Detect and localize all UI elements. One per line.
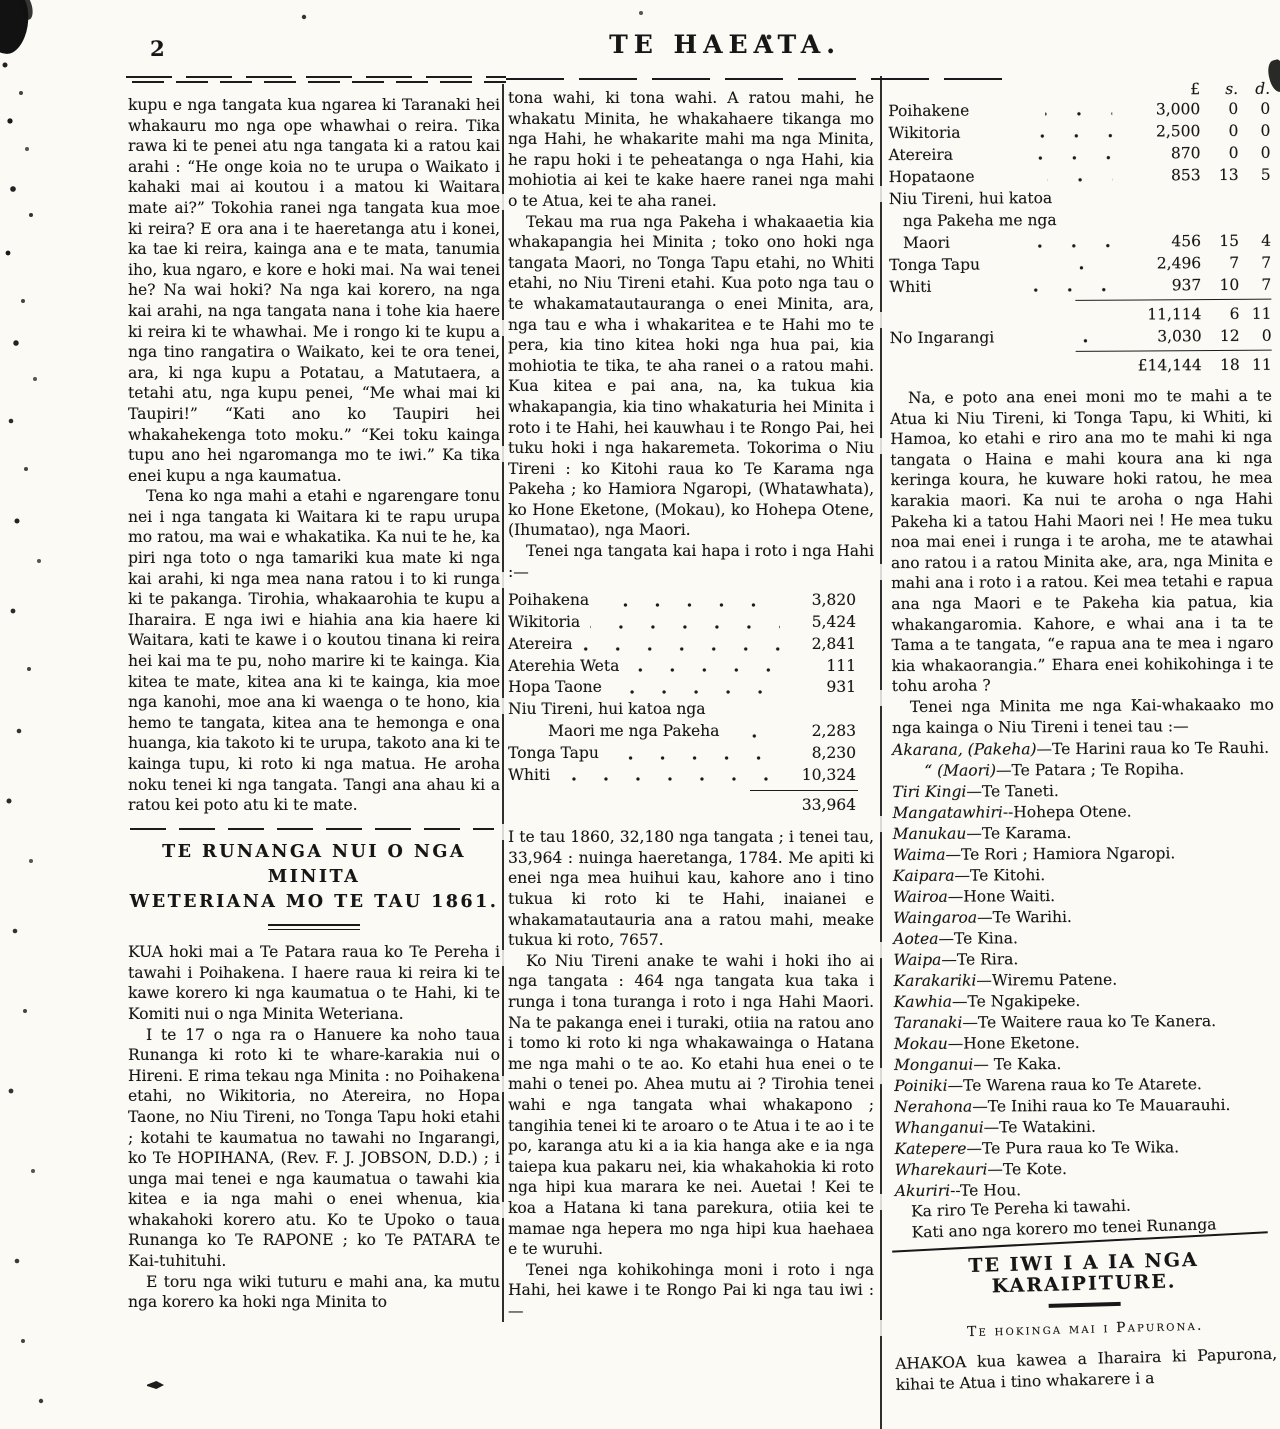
leader-dots [729, 733, 780, 739]
members-table [508, 590, 874, 817]
leader-dots [590, 624, 780, 630]
table-row [508, 656, 874, 678]
row-value: 111 [826, 656, 856, 675]
money-table-header [888, 80, 1270, 100]
subtotal-rule [1075, 299, 1271, 301]
minister-names: —Te Waitere raua ko Te Kanera. [962, 1012, 1217, 1032]
paragraph: tona wahi, ki tona wahi. A ratou mahi, he whakatu Minita, he whakahaere tikanga mo nga Hahi, he whakarite mahi ma nga Minita, he rapu hoki i te peheatanga o nga Hahi, kia mohiotia ai kei te kake haere ranei nga mahi o te Atua, kei te aha ranei. [508, 89, 874, 210]
paragraph: Tekau ma rua nga Pakeha i whakaaetia kia whakapangia hei Minita ; toko ono hoki nga tangata Maori, no Tonga Tapu etahi, no Whiti etahi, no Niu Tireni etahi. Kua poto nga tau o te whakamatautauranga o enei Minita, ara, nga tau e wha i whakaritea e te Hahi mo te pera, kia tino kitea hoki nga hua pai, kia mohiotia te tika, te aha ranei o a ratou mahi. Kua kitea e pai ana, na, ka tukua kia whakapangia, kia tino whakaturia hei Minita i roto i te Hahi, hei kauwhau i te Rongo Pai, hei tuku hoki i nga hakaremeta. Tokorima o Niu Tireni : ko Kitohi raua ko Te Karama nga Pakeha ; ko Hamiora Ngaropi, (Whatawhata), ko Hone Eketone, (Mokau), ko Hohepa Otene, (Ihumatao), nga Maori. [508, 212, 874, 540]
table-row: Tonga Tapu 2,496 7 7 [889, 253, 1272, 274]
list-item [893, 906, 1275, 929]
paragraph: Tenei nga Minita me nga Kai-whakaako mo nga kainga o Niu Tireni i tenei tau :— [891, 695, 1274, 737]
row-label: Maori me nga Pakeha [548, 722, 720, 741]
table-row [508, 634, 874, 656]
paragraph: KUA hoki mai a Te Patara raua ko Te Pereha i tawahi i Poihakena. I haere raua ki reira ki te kawe korero ki nga kaumatua o te Hahi, ki te Komiti nui o nga Minita Weteriana. [128, 943, 500, 1023]
row-value: 2,283 [811, 722, 856, 741]
minister-names: —Te Pura raua ko Te Wika. [966, 1138, 1180, 1158]
table-row [889, 186, 1271, 210]
paragraph: I te 17 o nga ra o Hanuere ka noho taua Runanga ki roto ki te whare-karakia nui o Hireni. E rima tekau nga Minita : no Poihakena etahi, no Wikitoria, no Atereira, no Hopa Taone, no Niu Tireni, no Tonga Tapu hoki etahi ; kotahi te kaumatua no tawahi no Ingarangi, ko Te HOPIHANA, (Rev. F. J. JOBSON, D.D.) ; i unga mai tenei e nga kaumatua o tawahi kia kitea e ia nga mahi o enei whenua, kia whakahoki korero atu. Ko te Upoko o taua Runanga ko Te RAPONE ; ko Te PATARA te Kai-tuhituhi. [128, 1025, 500, 1271]
leader-dots [612, 689, 780, 695]
row-value: 10,324 [801, 765, 856, 784]
row-label: Poihakene [888, 101, 970, 120]
row-label: Niu Tireni, hui katoa [888, 188, 1053, 208]
header-rule-left [126, 76, 506, 84]
row-label: Atereira [888, 145, 954, 164]
place-name: Whanganui [894, 1118, 984, 1138]
place-name: “ (Maori) [924, 761, 997, 780]
minister-names: —Te Watakini. [983, 1117, 1096, 1137]
place-name: Mokau [893, 1034, 948, 1054]
minister-names: —Te Karama. [966, 823, 1072, 843]
place-name: Nerahona [894, 1097, 973, 1117]
minister-names: —Te Rori ; Hamiora Ngaropi. [945, 844, 1176, 864]
minister-names: --Hohepa Otene. [1002, 802, 1132, 822]
heading-rule [1049, 1302, 1121, 1307]
minister-names: —Te Taneti. [966, 782, 1059, 801]
list-item [892, 738, 1274, 761]
list-item [893, 864, 1275, 887]
article-heading [128, 840, 500, 915]
row-value: 5,424 [811, 613, 856, 632]
table-row [508, 765, 874, 787]
place-name: Mangatawhiri [892, 803, 1003, 823]
column-divider-2 [880, 76, 882, 1429]
table-row: Poihakene 3,000 0 0 [888, 99, 1271, 120]
table-total-row [508, 793, 874, 817]
subtotal-row: 11,114 6 11 [1147, 304, 1272, 324]
minister-names: —Te Rira. [941, 950, 1019, 969]
leader-dots [1037, 155, 1113, 161]
lower-section [891, 1192, 1278, 1396]
minister-names: —Te Kote. [987, 1160, 1068, 1179]
list-item [893, 969, 1275, 992]
row-label: nga Pakeha me nga [902, 210, 1057, 230]
row-label: Hopataone [888, 167, 975, 186]
minister-names: —Te Kitohi. [954, 866, 1046, 885]
list-item [893, 843, 1275, 866]
list-item [892, 759, 1274, 782]
list-item [894, 990, 1276, 1013]
paragraph: Na, e poto ana enei moni mo te mahi a te Atua ki Niu Tireni, ki Tonga Tapu, ki Whiti, ki Hamoa, ko etahi e riro ana mo te mahi ki nga tangata o Haina e mahi koura ana ki nga keringa koura, he kuware hoki ratou, he mea karakia maori. Ka nui te aroha o nga Hahi Pakeha ki a tatou Hahi Maori nei ! He mea tuku noa mai enei i runga i te aroha, me te atawhai ano ratou i a ratou Minita ake, ara, nga Minita e mahi ana i roto i a ratou. Kei mea tetahi e rapua ana nga Maori e te Pakeha kia patua, kia whakangaromia. Kahore, e whai ana i ta te Tama a te tangata, “e rapua ana te mea i ngaro kia whakaorangia.” Ehara enei kohikohinga i te tohu aroha ? [890, 386, 1274, 696]
row-value: 2,841 [811, 634, 856, 653]
column-divider-1 [502, 84, 504, 1322]
place-name: Kawhia [893, 992, 952, 1012]
paragraph: Tena ko nga mahi a etahi e ngarengare tonu nei i nga tangata ki Waitara ki te rapu urupa mo ratou, ma wai e whakatika. Ka nui te he, ka piri nga toto o nga tamariki kua mate ki nga kai arahi, ki nga mea nana ratou i to ki runga ki te pakanga. Tirohia, whakaarohia te kupu a Iharaira. E nga iwi e hiahia ana kia haere ki Waitara, kati te kawe i o koutou tinana ki reira hei kai ma te pu, noho marire ki te kainga. Kia kitea te mate, kitea ana ki te kainga, kia moe nga kanohi, moe ana ki waenga o te hono, kia hemo te tangata, kitea ana te hemonga e ona huanga, kia takoto ki te urupa, takoto ana ki te kainga tupu, ki roto ki nga matua. He aroha noku tenei ki nga tangata. Tangi ana ahau ki a ratou kei poto atu ki te mate. [128, 487, 500, 815]
minister-names: — Te Kaka. [973, 1055, 1062, 1074]
row-label: Maori [902, 233, 950, 252]
article-2-subheading: Te hokinga mai i Papurona. [966, 1317, 1204, 1340]
minister-names: —Te Kina. [938, 929, 1018, 948]
place-name: Wharekauri [894, 1160, 988, 1180]
list-item [893, 885, 1275, 908]
leader-dots [629, 667, 780, 673]
list-item [895, 1158, 1277, 1181]
heading-rule [268, 924, 360, 930]
table-row [508, 612, 874, 634]
minister-names: —Hone Eketone. [947, 1033, 1080, 1053]
place-name: Tiri Kingi [892, 782, 967, 802]
minister-names: —Hone Waiti. [947, 887, 1056, 906]
place-name: Akarana, (Pakeha) [892, 740, 1037, 760]
row-value: 3,820 [811, 591, 856, 610]
table-row [508, 677, 874, 699]
leader-dots [1035, 243, 1113, 249]
row-label: Whiti [508, 765, 551, 784]
leader-dots [583, 646, 780, 652]
paragraph: Tenei nga kohikohinga moni i roto i nga Hahi, hei kawe i te Rongo Pai ki nga tau iwi :— [508, 1260, 874, 1320]
column-3 [888, 78, 1278, 1396]
grand-total-row: £14,144 18 11 [890, 354, 1272, 378]
table-row [508, 590, 874, 612]
closing-line: Ka riro Te Pereha ki tawahi. [910, 1196, 1132, 1221]
total-rule [1076, 350, 1272, 352]
leader-dots [1048, 177, 1113, 183]
list-item [893, 948, 1275, 971]
row-label: Whiti [889, 277, 932, 296]
leader-dots [1051, 265, 1114, 271]
table-row: Atereira 870 0 0 [888, 143, 1271, 164]
row-label: Tonga Tapu [508, 743, 599, 762]
section-divider-rule [130, 828, 494, 830]
leader-dots [560, 776, 780, 782]
shillings-header: s. [1225, 79, 1239, 98]
row-label: Poihakena [508, 591, 590, 610]
minister-names: —Te Warihi. [976, 907, 1072, 927]
list-item [893, 927, 1275, 950]
masthead-title: TE HAEATA. [609, 30, 841, 59]
paragraph: Tenei nga tangata kai hapa i roto i nga Hahi :— [508, 542, 874, 581]
list-item [894, 1095, 1276, 1118]
place-name: Waipa [893, 950, 942, 970]
place-name: Katepere [894, 1139, 967, 1159]
leader-dots [599, 602, 780, 608]
row-label: Aterehia Weta [508, 656, 620, 675]
minister-names: —Te Patara ; Te Ropiha. [995, 760, 1185, 780]
place-name: Poiniki [894, 1076, 948, 1096]
minister-names: —Te Inihi raua ko Te Mauarauhi. [972, 1096, 1231, 1116]
list-item [894, 1032, 1276, 1055]
table-row [508, 721, 874, 743]
table-row: Hopataone 853 13 5 [888, 165, 1271, 186]
article-2-heading: TE IWI I A IA NGA KARAIPITURE. [968, 1249, 1199, 1298]
list-item [892, 801, 1274, 824]
leader-dots [1045, 111, 1113, 117]
list-item [894, 1011, 1276, 1034]
row-label: Niu Tireni, hui katoa nga [508, 700, 706, 719]
article-heading-line1: TE RUNANGA NUI O NGA MINITA [162, 842, 466, 888]
leader-dots [1026, 287, 1113, 294]
minister-names: —Te Ngakipeke. [951, 991, 1081, 1011]
row-label: No Ingarangi [889, 328, 995, 347]
row-value: 8,230 [811, 743, 856, 762]
pounds-header: £ [1190, 80, 1201, 99]
place-name: Wairoa [892, 887, 948, 907]
row-label: Tonga Tapu [889, 255, 981, 274]
paragraph: I te tau 1860, 32,180 nga tangata ; i tenei tau, 33,964 : nuinga haeretanga, 1784. Me apiti ki enei nga mea huihui kau, kahore ano i tino tukua ki roto ki te Hahi, inaianei e whakamatautauria ana a ratou mahi, meake tukua ki roto, 7657. [508, 828, 874, 950]
place-name: Waingaroa [893, 908, 978, 928]
list-item [894, 1116, 1276, 1139]
place-name: Monganui [893, 1055, 974, 1075]
table-row: Maori 456 15 4 [902, 231, 1272, 252]
paragraph: Ko Niu Tireni anake te wahi i hoki iho ai nga tangata : 464 nga tangata kua taka i runga i tona turanga i roto i nga Hahi Maori. Na te pakanga enei i turaki, otiia na ratou ano i tomo ki roto ki nga whakawainga o Hatana me nga mahi o te ao. Ko etahi hua enei o te mahi o tenei po. Ahea mutu ai ? Tirohia tenei wahi e nga tangata whai whakapono ; tangihia tenei ki te aroaro o te Atua i te ao i te po, karanga atu ki a ia kia hanga ake e ia nga taiepa kua pakaru nei, kia whakahokia ki roto nga hipi kua marara ke nei. Auetai ! Kei te koa a Hatana ki tana parekura, otiia kei te mamae nga hepera mo nga hipi kua haehaea e te wuruhi. [508, 951, 874, 1259]
ministers-list [892, 738, 1277, 1202]
minister-names: —Te Warena raua ko Te Atarete. [947, 1075, 1202, 1095]
leader-dots [1040, 133, 1112, 139]
minister-names: —Te Harini raua ko Te Rauhi. [1036, 738, 1270, 759]
table-row [508, 699, 874, 721]
leader-dots [609, 755, 780, 761]
list-item [892, 780, 1274, 803]
list-item [894, 1053, 1276, 1076]
page-number: 2 [150, 36, 165, 61]
list-item [893, 822, 1275, 845]
minister-names: —Wiremu Patene. [976, 970, 1118, 990]
table-row: Wikitoria 2,500 0 0 [888, 121, 1271, 142]
closing-line: Kati ano nga korero mo tenei Runanga [911, 1214, 1217, 1242]
paragraph: AHAKOA kua kawea a Iharaira ki Papurona, kihai te Atua i tino whakarere i a [894, 1345, 1278, 1395]
table-total-value: 33,964 [801, 796, 856, 815]
place-name: Akuriri [894, 1181, 951, 1201]
collections-money-table [888, 80, 1272, 378]
list-item [894, 1137, 1276, 1160]
row-label: Hopa Taone [508, 678, 602, 697]
pence-header: d. [1255, 79, 1271, 98]
place-name: Karakariki [893, 971, 977, 991]
place-name: Waima [892, 845, 946, 865]
row-label: Wikitoria [508, 613, 581, 632]
england-row: No Ingarangi 3,030 12 0 [889, 326, 1272, 347]
table-row [508, 743, 874, 765]
leader-dots [1058, 338, 1114, 344]
ink-mark-bottom-left [147, 1381, 164, 1389]
row-value: 931 [826, 678, 856, 697]
row-label: Wikitoria [888, 123, 961, 142]
place-name: Aotea [893, 929, 939, 949]
article-heading-line2: WETERIANA MO TE TAU 1861. [129, 892, 499, 913]
table-row: Whiti 937 10 7 [889, 275, 1272, 296]
list-item [894, 1074, 1276, 1097]
table-row [889, 208, 1271, 232]
grand-total-pounds: £14,144 [1137, 356, 1202, 375]
place-name: Taranaki [893, 1013, 963, 1033]
paragraph: E toru nga wiki tuturu e mahi ana, ka mutu nga korero ka hoki nga Minita to [128, 1272, 500, 1312]
minister-names: --Te Hou. [950, 1181, 1022, 1200]
column-1 [128, 95, 500, 1313]
paragraph: kupu e nga tangata kua ngarea ki Taranaki hei whakauru mo nga ope whawhai o reira. Tika rawa ki te penei atu nga tangata ki a ratou kai arahi : “He onge koia no te urupa o Waikato i kahaki mai ai koutou i a matou ki Waitara mate ai?” Tokohia ranei nga tangata kua moe ki reira? E ora ana i te haeretanga atu i konei, ka tae ki reira, kainga ana e te mata, tanumia iho, kua ngaro, e kore e hoki mai. Na wai tenei he? Na wai hoki? Na nga kai korero, na nga kai arahi, na nga tangata nana i tohe kia haere ki reira ki te whawhai. Me i rongo ki te kupu a nga tino rangatira o Waikato, kei te ora tenei, ara, ki nga kupu a Potatau, a Matutaera, a tetahi atu, nga kupu penei, “Me whai mai ki Taupiri!” “Kati ano ko Taupiri hei whakahekenga toto moku.” “Kei toku kainga tupu ano hei ngaromanga mo te iwi.” Ka tika enei kupu a nga kaumatua. [128, 96, 500, 485]
place-name: Kaipara [892, 866, 955, 886]
total-rule [750, 790, 858, 791]
row-label: Atereira [508, 634, 573, 653]
column-2 [508, 88, 874, 1321]
place-name: Manukau [892, 824, 967, 844]
